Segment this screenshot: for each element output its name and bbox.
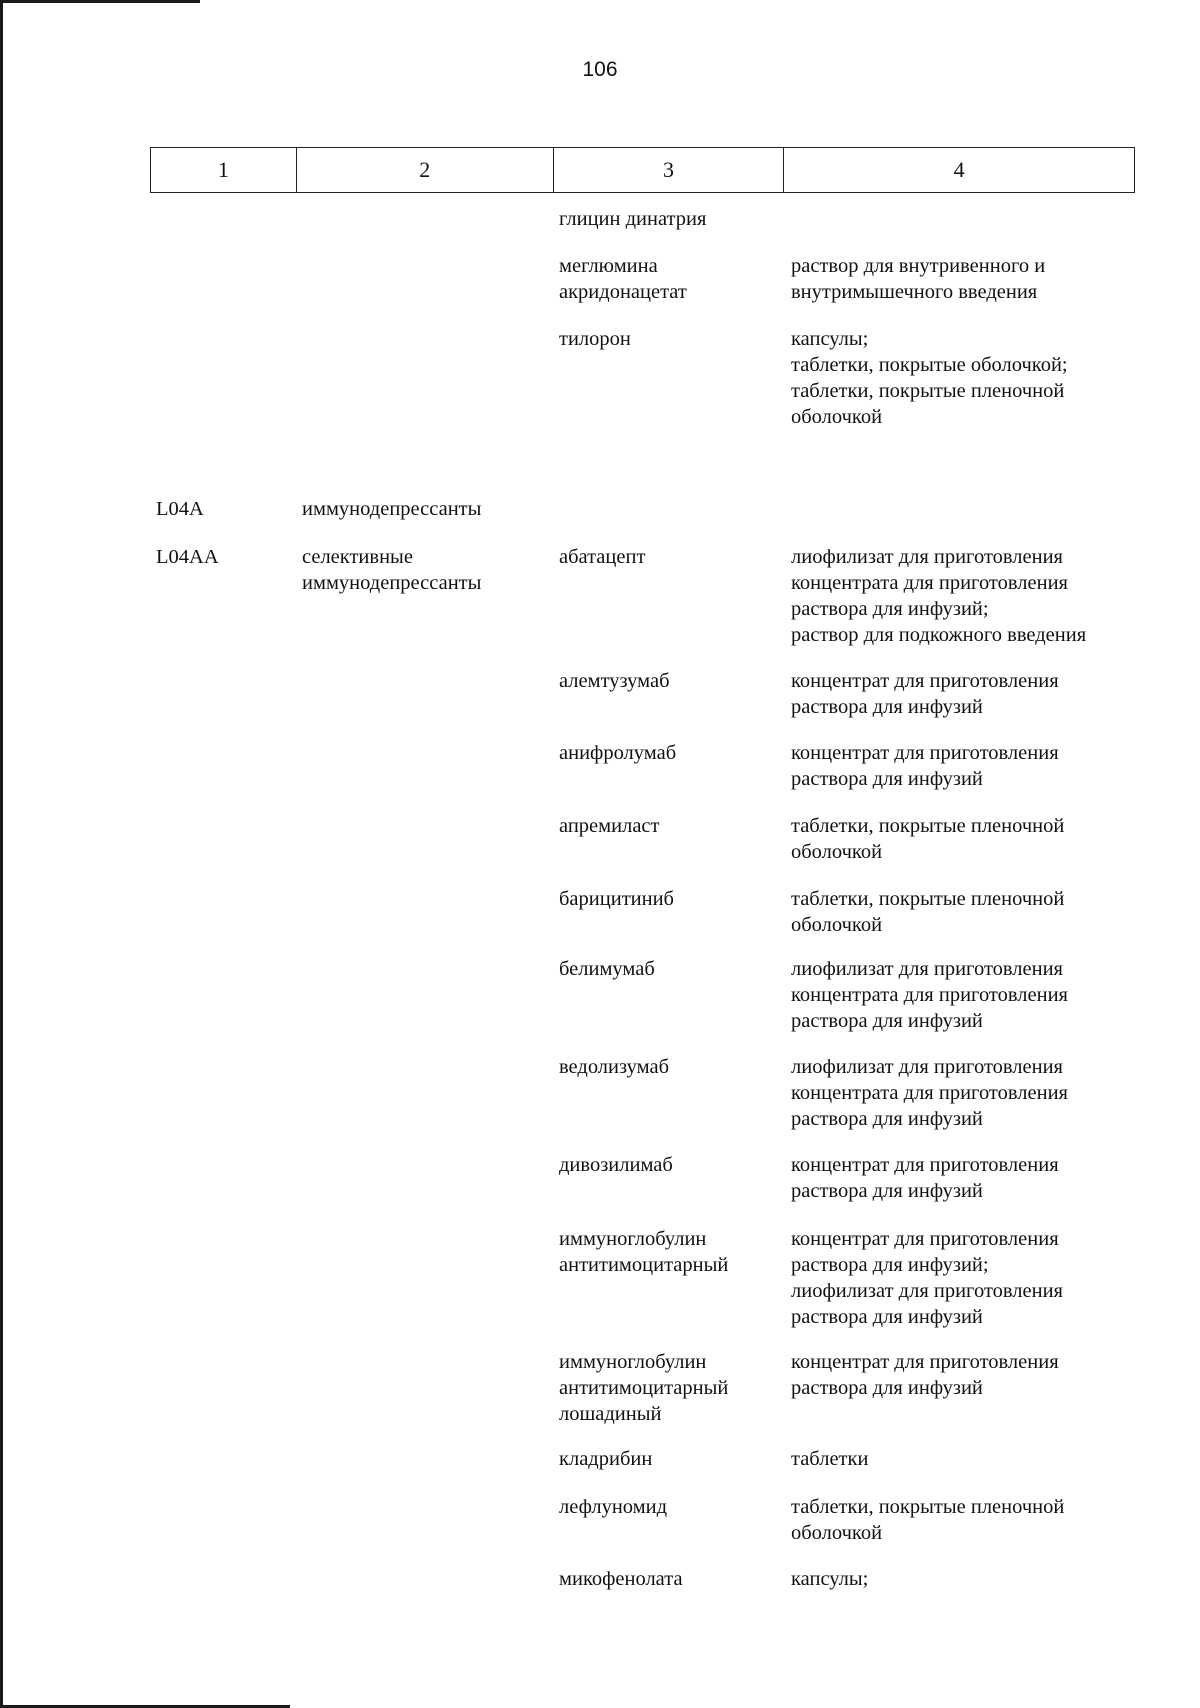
dosage-form: таблетки, покрытые пленочной оболочкой	[791, 815, 1065, 863]
dosage-form: концентрат для приготовления раствора для инфузий	[791, 1154, 1059, 1202]
substance-name: иммуноглобулин антитимоцитарный лошадиный	[559, 1351, 729, 1425]
substance-name: апремиласт	[559, 815, 660, 837]
substance-name: абатацепт	[559, 546, 646, 568]
substance-name: белимумаб	[559, 958, 655, 980]
substance-name: лефлуномид	[559, 1496, 668, 1518]
substance-name: дивозилимаб	[559, 1154, 673, 1176]
substance-name: барицитиниб	[559, 888, 674, 910]
column-header-table	[150, 147, 1135, 193]
dosage-form: концентрат для приготовления раствора для инфузий	[791, 670, 1059, 718]
column-header-4: 4	[784, 148, 1135, 193]
dosage-form: раствор для внутривенного и внутримышечного введения	[791, 255, 1046, 303]
column-header-row	[151, 148, 1135, 193]
scan-edge-top	[0, 0, 200, 3]
substance-name: алемтузумаб	[559, 670, 670, 692]
column-header-2: 2	[296, 148, 553, 193]
dosage-form: капсулы; таблетки, покрытые оболочкой; таблетки, покрытые пленочной оболочкой	[791, 328, 1068, 428]
substance-name: кладрибин	[559, 1448, 653, 1470]
page-number: 106	[582, 58, 618, 81]
dosage-form: концентрат для приготовления раствора для инфузий	[791, 1351, 1059, 1399]
substance-name: ведолизумаб	[559, 1056, 670, 1078]
substance-name: тилорон	[559, 328, 631, 350]
dosage-form: концентрат для приготовления раствора для инфузий; лиофилизат для приготовления раствора для инфузий	[791, 1228, 1063, 1328]
dosage-form: лиофилизат для приготовления концентрата для приготовления раствора для инфузий	[791, 1056, 1068, 1130]
pharmacological-group: селективные иммунодепрессанты	[302, 546, 482, 594]
dosage-form: таблетки, покрытые пленочной оболочкой	[791, 888, 1065, 936]
dosage-form: лиофилизат для приготовления концентрата для приготовления раствора для инфузий	[791, 958, 1068, 1032]
dosage-form: таблетки	[791, 1448, 869, 1470]
substance-name: иммуноглобулин антитимоцитарный	[559, 1228, 729, 1276]
column-header-3: 3	[553, 148, 784, 193]
column-header-1: 1	[151, 148, 297, 193]
substance-name: микофенолата	[559, 1568, 683, 1590]
dosage-form: таблетки, покрытые пленочной оболочкой	[791, 1496, 1065, 1544]
dosage-form: лиофилизат для приготовления концентрата для приготовления раствора для инфузий; раствор для подкожного введения	[791, 546, 1087, 646]
atc-code: L04AA	[156, 546, 219, 568]
dosage-form: концентрат для приготовления раствора для инфузий	[791, 742, 1059, 790]
substance-name: глицин динатрия	[559, 208, 707, 230]
atc-code: L04A	[156, 498, 204, 520]
substance-name: меглюмина акридонацетат	[559, 255, 687, 303]
dosage-form: капсулы;	[791, 1568, 869, 1590]
substance-name: анифролумаб	[559, 742, 677, 764]
scan-edge-left	[0, 0, 3, 1708]
pharmacological-group: иммунодепрессанты	[302, 498, 482, 520]
